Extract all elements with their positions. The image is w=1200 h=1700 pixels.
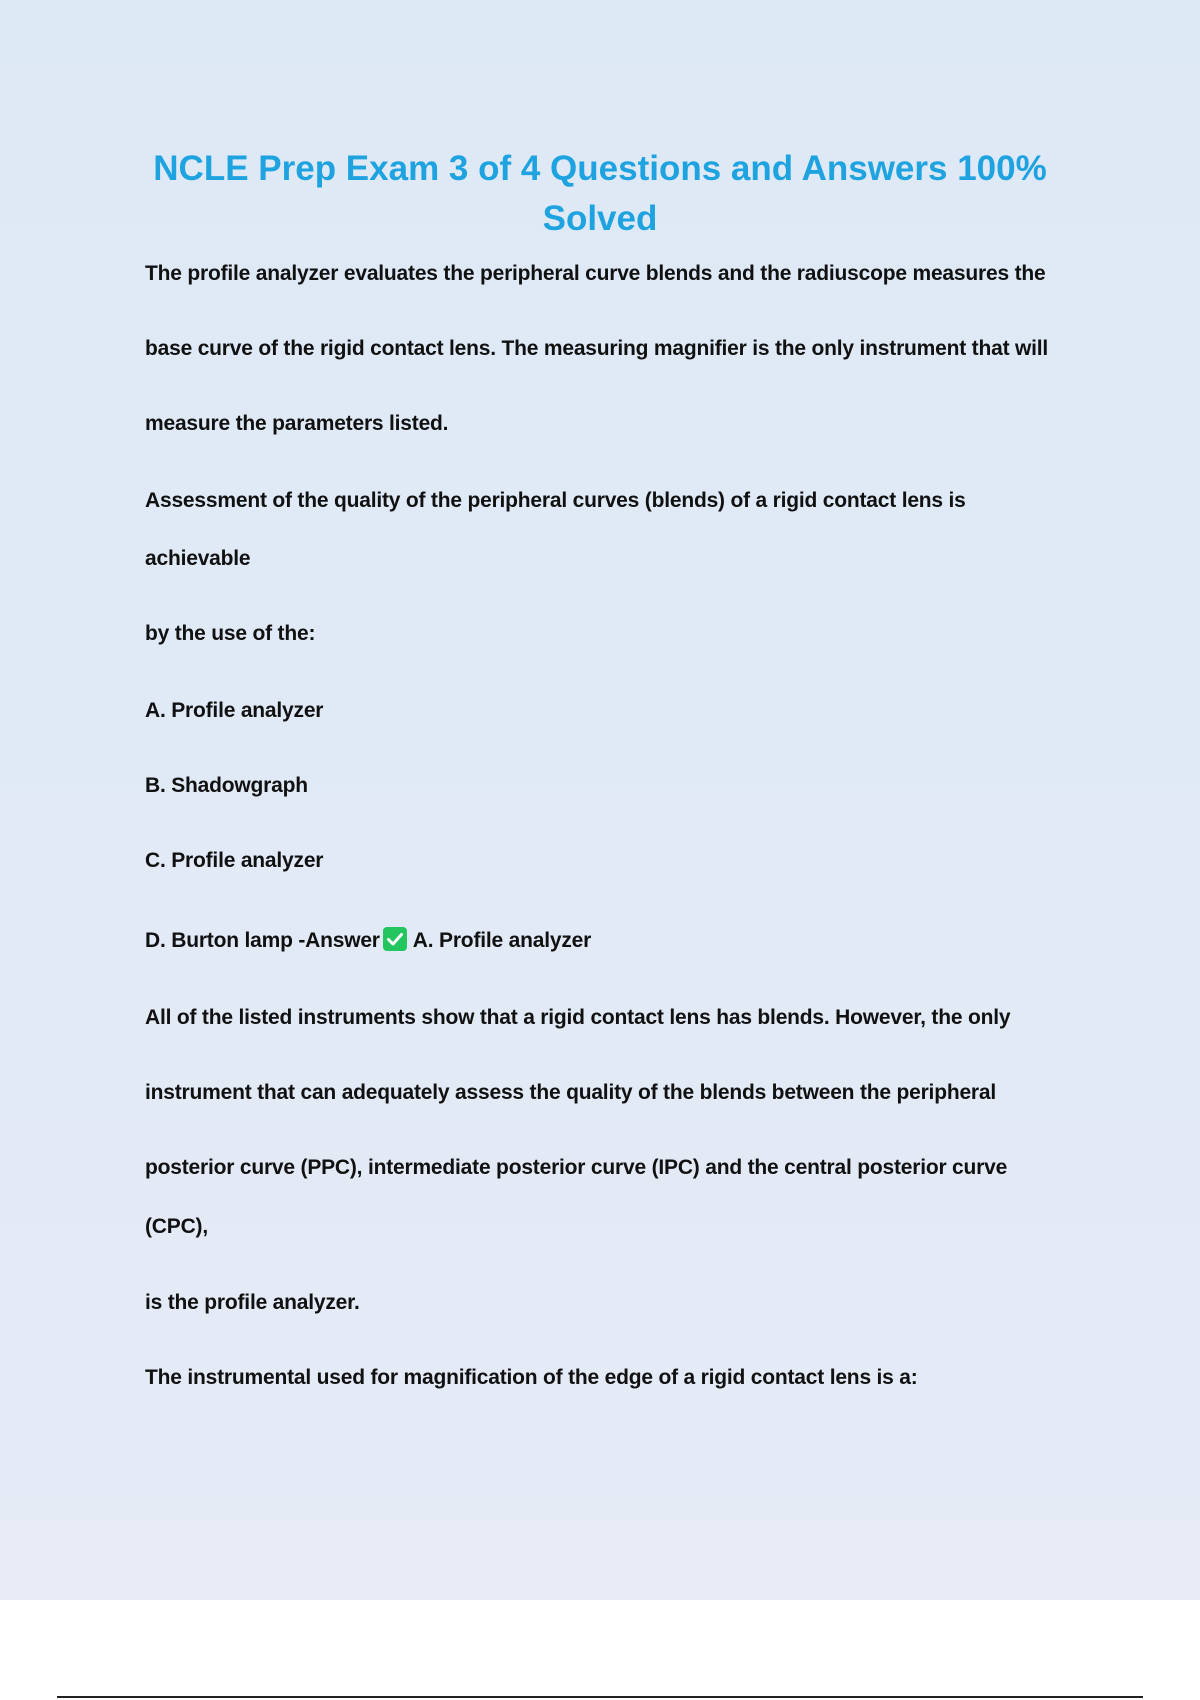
option-a: A. Profile analyzer [145, 699, 324, 722]
body-line: base curve of the rigid contact lens. The measuring magnifier is the only instrument that will [145, 337, 1049, 360]
option-d-label: D. Burton lamp -Answer [145, 929, 380, 952]
document-title: NCLE Prep Exam 3 of 4 Questions and Answers 100% Solved [153, 149, 1047, 238]
footer-divider [57, 1696, 1143, 1698]
body-line: The profile analyzer evaluates the peripheral curve blends and the radiuscope measures the [145, 262, 1046, 285]
question-line: achievable [145, 547, 251, 570]
explanation-line: posterior curve (PPC), intermediate posterior curve (IPC) and the central posterior curve [145, 1156, 1008, 1179]
option-c: C. Profile analyzer [145, 849, 324, 872]
question-line: Assessment of the quality of the peripheral curves (blends) of a rigid contact lens is [145, 489, 966, 512]
option-d-answer-line [145, 927, 591, 953]
check-icon [383, 927, 407, 951]
correct-answer: A. Profile analyzer [412, 929, 592, 952]
explanation-line: instrument that can adequately assess the quality of the blends between the peripheral [145, 1081, 997, 1104]
explanation-line: (CPC), [145, 1215, 208, 1238]
body-line: measure the parameters listed. [145, 412, 449, 435]
next-question-line: The instrumental used for magnification of the edge of a rigid contact lens is a: [145, 1366, 918, 1389]
option-b: B. Shadowgraph [145, 774, 308, 797]
explanation-line: All of the listed instruments show that a rigid contact lens has blends. However, the only [145, 1006, 1011, 1029]
question-line: by the use of the: [145, 622, 316, 645]
explanation-line: is the profile analyzer. [145, 1291, 360, 1314]
